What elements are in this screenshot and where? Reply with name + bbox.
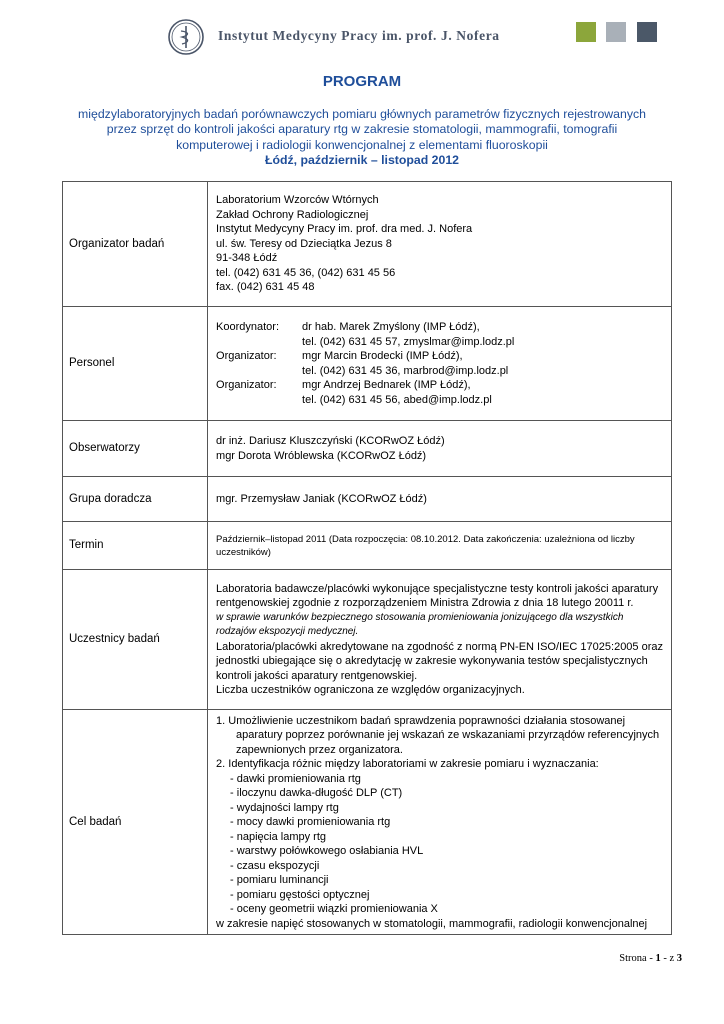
cel-bullet: - mocy dawki promieniowania rtg [230, 816, 391, 829]
dark-square [637, 22, 657, 42]
organizator-line: Instytut Medycyny Pracy im. prof. dra med. J. Nofera [216, 223, 473, 236]
program-table [62, 181, 672, 935]
termin-line: Październik–listopad 2011 (Data rozpoczęcia: 08.10.2012. Data zakończenia: uzależniona od liczby [216, 533, 635, 545]
page-footer [619, 953, 682, 964]
uczestnicy-line: kontroli jakości aparatury rentgenowskiej. [216, 669, 418, 682]
uczestnicy-line: Laboratoria badawcze/placówki wykonujące specjalistyczne testy kontroli jakości aparatury [216, 582, 659, 595]
row-cel [63, 710, 672, 935]
cel-bullet: - czasu ekspozycji [230, 859, 320, 872]
cel-item: aparatury poprzez porównanie jej wskazań ze wskazaniami przyrządów referencyjnych [236, 729, 660, 742]
row-label: Obserwatorzy [63, 421, 208, 477]
personel-contact: tel. (042) 631 45 36, marbrod@imp.lodz.pl [302, 364, 509, 377]
organizator-line: Zakład Ochrony Radiologicznej [216, 208, 369, 221]
personel-role: Organizator: [216, 350, 277, 362]
row-label: Grupa doradcza [63, 477, 208, 522]
cel-bullet: - napięcia lampy rtg [230, 830, 327, 843]
program-subtitle [60, 107, 664, 169]
personel-role: Organizator: [216, 379, 277, 391]
observer-line: dr inż. Dariusz Kluszczyński (KCORwOZ Łódź) [216, 435, 445, 447]
termin-line: uczestników) [216, 546, 271, 558]
row-termin [63, 522, 672, 570]
personel-contact: tel. (042) 631 45 57, zmyslmar@imp.lodz.pl [302, 335, 515, 348]
personel-name: mgr Andrzej Bednarek (IMP Łódź), [302, 379, 471, 391]
cel-bullet: - dawki promieniowania rtg [230, 772, 361, 785]
personel-content [208, 307, 672, 421]
grupa-content: mgr. Przemysław Janiak (KCORwOZ Łódź) [208, 477, 672, 522]
row-label: Termin [63, 522, 208, 570]
uczestnicy-italic-line: w sprawie warunków bezpiecznego stosowania promieniowania jonizującego dla wszystkich [216, 611, 624, 623]
green-square [576, 22, 596, 42]
observer-line: mgr Dorota Wróblewska (KCORwOZ Łódź) [216, 449, 427, 462]
cel-item: 1. Umożliwienie uczestnikom badań sprawdzenia poprawności działania stosowanej [216, 714, 626, 727]
footer-total: 3 [676, 953, 682, 964]
subtitle-line: komputerowej i radiologii konwencjonalnej z elementami fluoroskopii [176, 137, 548, 152]
uczestnicy-line: Laboratoria/placówki akredytowane na zgodność z normą PN-EN ISO/IEC 17025:2005 oraz [216, 640, 663, 653]
uczestnicy-line: jednostki ubiegające się o akredytację w zakresie wykonywania testów specjalistycznych [216, 655, 648, 667]
obserwatorzy-content [208, 421, 672, 477]
cel-bullet: - iloczynu dawka-długość DLP (CT) [230, 787, 403, 800]
uczestnicy-italic-line: rodzajów ekspozycji medycznej. [216, 626, 359, 637]
subtitle-line: międzylaboratoryjnych badań porównawczych pomiaru głównych parametrów fizycznych rejestrowanych [78, 107, 646, 121]
row-personel [63, 307, 672, 421]
row-grupa [63, 477, 672, 522]
row-uczestnicy [63, 570, 672, 710]
cel-bullet: - pomiaru luminancji [230, 874, 329, 887]
uczestnicy-line: rentgenowskiej zgodnie z rozporządzeniem Ministra Zdrowia z dnia 18 lutego 20011 r. [216, 597, 634, 609]
cel-content [208, 710, 672, 935]
cel-bullet: - oceny geometrii wiązki promieniowania X [230, 903, 438, 916]
grey-square [606, 22, 626, 42]
row-label: Personel [63, 307, 208, 421]
personel-contact: tel. (042) 631 45 56, abed@imp.lodz.pl [302, 393, 492, 406]
institute-logo-icon [167, 18, 205, 56]
subtitle-dates: Łódź, październik – listopad 2012 [264, 153, 460, 168]
footer-prefix: Strona - [619, 953, 656, 964]
page-header [0, 0, 724, 60]
cel-item: 2. Identyfikacja różnic między laboratoriami w zakresie pomiaru i wyznaczania: [216, 758, 599, 771]
organizator-line: tel. (042) 631 45 36, (042) 631 45 56 [216, 266, 396, 279]
row-organizator [63, 182, 672, 307]
footer-middle: - z [660, 953, 677, 964]
termin-content [208, 522, 672, 570]
cel-closing: w zakresie napięć stosowanych w stomatologii, mammografii, radiologii konwencjonalnej [216, 917, 648, 930]
personel-name: dr hab. Marek Zmyślony (IMP Łódź), [302, 321, 480, 333]
organizator-line: ul. św. Teresy od Dzieciątka Jezus 8 [216, 237, 392, 250]
personel-name: mgr Marcin Brodecki (IMP Łódź), [302, 350, 463, 362]
footer-page: 1 [655, 953, 661, 964]
organizator-content [208, 182, 672, 307]
institute-name: Instytut Medycyny Pracy im. prof. J. Nofera [218, 28, 500, 43]
row-label: Cel badań [63, 710, 208, 935]
organizator-line: fax. (042) 631 45 48 [216, 281, 315, 294]
row-obserwatorzy [63, 421, 672, 477]
cel-bullet: - pomiaru gęstości optycznej [230, 888, 370, 901]
organizator-line: Laboratorium Wzorców Wtórnych [216, 194, 379, 207]
uczestnicy-content [208, 570, 672, 710]
row-label: Uczestnicy badań [63, 570, 208, 710]
uczestnicy-line: Liczba uczestników ograniczona ze względów organizacyjnych. [216, 684, 525, 696]
subtitle-line: przez sprzęt do kontroli jakości aparatury rtg w zakresie stomatologii, mammografii, tomografii [106, 122, 618, 137]
row-label: Organizator badań [63, 182, 208, 307]
cel-item: zapewnionych przez organizatora. [236, 743, 403, 756]
organizator-line: 91-348 Łódź [216, 252, 278, 265]
cel-bullet: - wydajności lampy rtg [230, 801, 339, 814]
page-title: PROGRAM [322, 73, 402, 90]
cel-bullet: - warstwy połówkowego osłabiania HVL [230, 845, 424, 858]
personel-role: Koordynator: [216, 321, 280, 333]
